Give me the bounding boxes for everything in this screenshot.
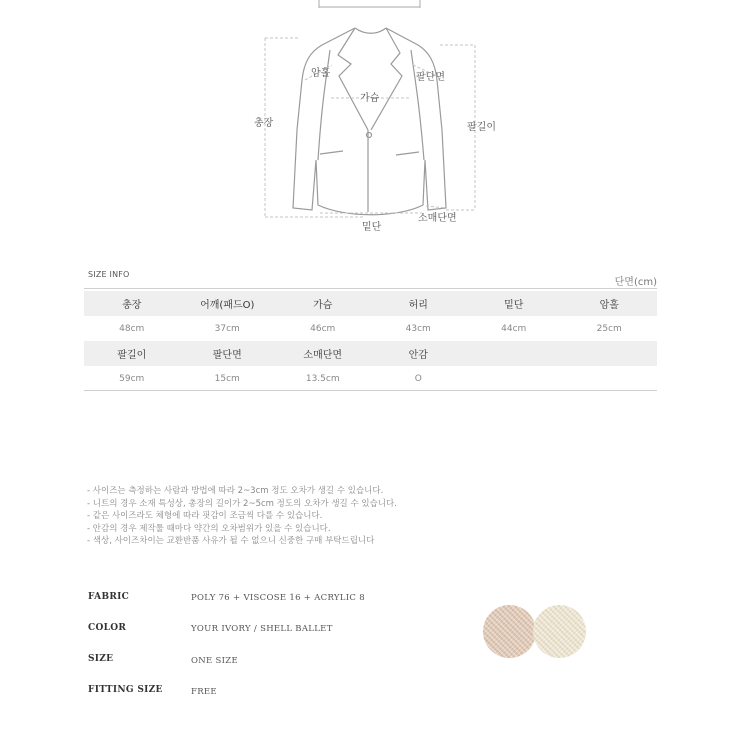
label-cuff: 소매단면 — [418, 213, 457, 224]
table-bottom-rule — [84, 390, 657, 391]
header-cell: 총장 — [122, 300, 142, 311]
header-cell: 암홀 — [599, 300, 619, 311]
size-table-1 — [84, 291, 657, 341]
label-sleeve-width: 팔단면 — [416, 72, 445, 83]
spec-value-size: ONE SIZE — [191, 656, 239, 666]
value-cell: 13.5cm — [305, 373, 340, 384]
note-line: - 사이즈는 측정하는 사람과 방법에 따라 2~3cm 정도 오차가 생길 수 있습니다. — [87, 486, 384, 496]
size-info-title: SIZE INFO — [88, 270, 130, 279]
jacket-illustration — [0, 0, 750, 240]
value-cell: 46cm — [310, 323, 336, 334]
table-value-row — [84, 366, 657, 391]
size-table-2 — [84, 341, 657, 391]
jacket-measurement-diagram — [0, 0, 750, 240]
value-cell: 43cm — [405, 323, 431, 334]
table-header-row — [84, 341, 657, 366]
label-sleeve-length: 팔길이 — [467, 122, 496, 133]
spec-value-fabric: POLY 76 + VISCOSE 16 + ACRYLIC 8 — [191, 593, 365, 603]
note-line: - 같은 사이즈라도 체형에 따라 핏감이 조금씩 다를 수 있습니다. — [87, 511, 323, 521]
value-cell: 44cm — [501, 323, 527, 334]
note-line: - 색상, 사이즈차이는 교환반품 사유가 될 수 없으니 신중한 구매 부탁드립니다 — [87, 536, 375, 546]
spec-label-color: COLOR — [88, 623, 127, 633]
value-cell: 59cm — [119, 373, 145, 384]
value-cell: 15cm — [214, 373, 240, 384]
spec-label-fabric: FABRIC — [88, 592, 130, 602]
spec-value-fitting-size: FREE — [191, 687, 217, 697]
header-cell: 팔길이 — [117, 350, 147, 361]
header-cell: 팔단면 — [212, 350, 242, 361]
note-line: - 니트의 경우 소재 특성상, 총장의 길이가 2~5cm 정도의 오차가 생길 수 있습니다. — [87, 498, 397, 509]
swatch-shell-ballet — [483, 605, 536, 658]
table-value-row — [84, 316, 657, 341]
value-cell: 25cm — [596, 323, 622, 334]
table-top-rule — [84, 288, 657, 289]
spec-value-color: YOUR IVORY / SHELL BALLET — [191, 624, 333, 634]
header-cell: 허리 — [408, 300, 428, 311]
spec-label-fitting-size: FITTING SIZE — [88, 685, 163, 695]
header-cell: 안감 — [408, 350, 428, 361]
value-cell: O — [414, 373, 422, 384]
label-chest: 가슴 — [360, 93, 380, 104]
value-cell: 37cm — [214, 323, 240, 334]
label-hem: 밑단 — [362, 222, 382, 233]
header-cell: 어깨(패드O) — [200, 300, 255, 311]
header-cell: 가슴 — [313, 300, 333, 311]
label-armhole: 암홀 — [311, 68, 331, 79]
size-notes — [87, 485, 397, 548]
header-cell: 밑단 — [504, 300, 524, 311]
value-cell: 48cm — [119, 323, 145, 334]
size-unit: 단면(cm) — [614, 277, 657, 288]
note-line: - 안감의 경우 제작툴 때마다 약간의 오차범위가 있을 수 있습니다. — [87, 523, 331, 534]
table-header-row — [84, 291, 657, 316]
label-length: 총장 — [254, 118, 274, 129]
header-cell: 소매단면 — [303, 350, 343, 361]
spec-label-size: SIZE — [88, 654, 114, 664]
swatch-your-ivory — [533, 605, 586, 658]
